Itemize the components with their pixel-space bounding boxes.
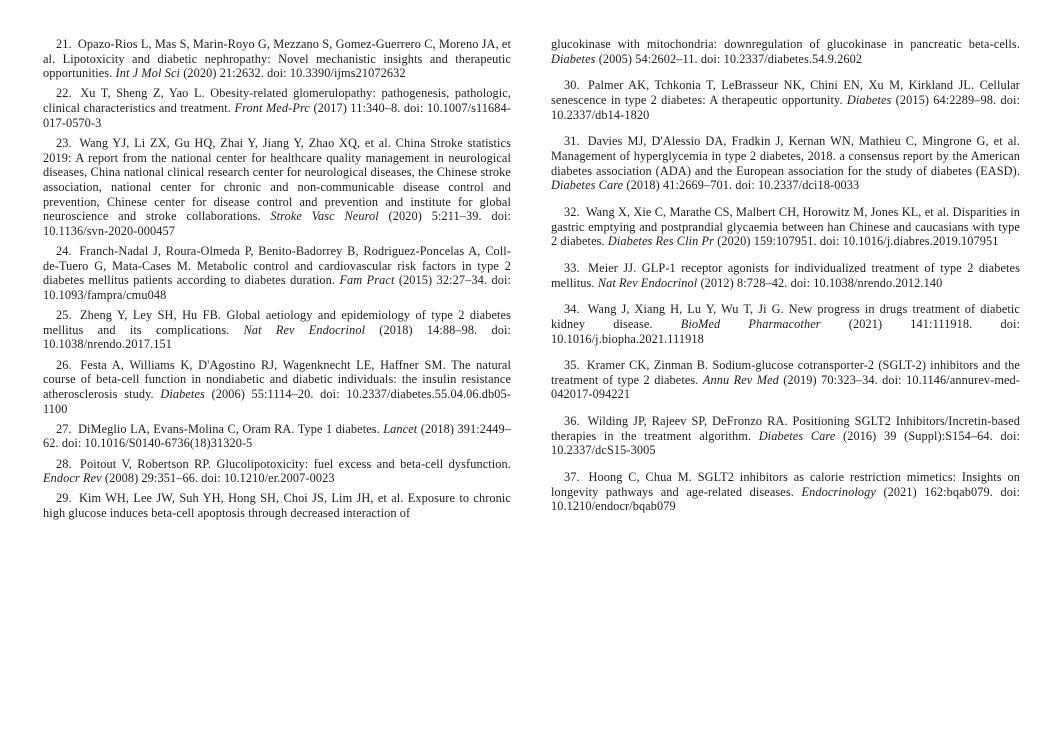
reference-item bbox=[43, 86, 511, 130]
reference-text: (2018) 41:2669–701. doi: 10.2337/dci18-0033 bbox=[623, 178, 860, 193]
reference-text: (2020) 159:107951. doi: 10.1016/j.diabres.2019.107951 bbox=[714, 234, 999, 249]
reference-text: Wilding JP, Rajeev SP, DeFronzo RA. Positioning SGLT2 Inhibitors/Incretin-based therapies in the treatment algorithm. bbox=[551, 414, 1020, 443]
reference-text: Wang X, Xie C, Marathe CS, Malbert CH, Horowitz M, Jones KL, et al. Disparities in gastric emptying and postprandial glycaemia between han Chinese and caucasians with type 2 diabetes. bbox=[551, 204, 1020, 249]
reference-text: (2016) 39 (Suppl):S154–64. doi: 10.2337/dcS15-3005 bbox=[551, 428, 1020, 458]
reference-text: (2006) 55:1114–20. doi: 10.2337/diabetes.55.04.06.db05-1100 bbox=[43, 386, 511, 416]
reference-number: 36. bbox=[564, 414, 585, 429]
journal-name: Stroke Vasc Neurol bbox=[270, 209, 379, 224]
reference-item bbox=[43, 422, 511, 451]
reference-text: DiMeglio LA, Evans-Molina C, Oram RA. Type 1 diabetes. bbox=[78, 421, 384, 436]
reference-text: Hoong C, Chua M. SGLT2 inhibitors as calorie restriction mimetics: Insights on longevity pathways and age-related diseases. bbox=[551, 470, 1020, 499]
references-columns bbox=[43, 37, 1020, 526]
journal-name: Diabetes bbox=[551, 51, 596, 66]
reference-text: (2019) 70:323–34. doi: 10.1146/annurev-med-042017-094221 bbox=[551, 372, 1020, 402]
journal-name: Endocr Rev bbox=[43, 471, 102, 486]
reference-text: (2020) 21:2632. doi: 10.3390/ijms21072632 bbox=[180, 66, 406, 81]
reference-text: Xu T, Sheng Z, Yao L. Obesity-related glomerulopathy: pathogenesis, pathologic, clinical characteristics and treatment. bbox=[43, 86, 511, 116]
reference-text: Palmer AK, Tchkonia T, LeBrasseur NK, Chini EN, Xu M, Kirkland JL. Cellular senescence in type 2 diabetes: A therapeutic opportunity. bbox=[551, 78, 1020, 107]
reference-text: (2012) 8:728–42. doi: 10.1038/nrendo.2012.140 bbox=[697, 275, 943, 290]
reference-text: Zheng Y, Ley SH, Hu FB. Global aetiology and epidemiology of type 2 diabetes mellitus and its complications. bbox=[43, 308, 511, 337]
reference-item bbox=[43, 308, 511, 352]
journal-name: Diabetes Care bbox=[758, 428, 836, 443]
reference-text: Davies MJ, D'Alessio DA, Fradkin J, Kernan WN, Mathieu C, Mingrone G, et al. Management of hyperglycemia in type 2 diabetes, 2018. a consensus report by the American diabetes association (ADA) and the European association for the study of diabetes (EASD). bbox=[551, 134, 1020, 178]
reference-continuation bbox=[551, 37, 1020, 66]
reference-text: Meier JJ. GLP-1 receptor agonists for individualized treatment of type 2 diabetes mellitus. bbox=[551, 260, 1020, 290]
reference-item bbox=[551, 414, 1020, 458]
journal-name: Fam Pract bbox=[339, 273, 395, 288]
journal-name: Lancet bbox=[383, 421, 418, 436]
reference-number: 34. bbox=[564, 302, 585, 317]
reference-number: 23. bbox=[56, 135, 77, 150]
reference-item bbox=[43, 37, 511, 81]
reference-text: Festa A, Williams K, D'Agostino RJ, Wagenknecht LE, Haffner SM. The natural course of beta-cell function in nondiabetic and diabetic individuals: the insulin resistance atherosclerosis study. bbox=[43, 357, 511, 401]
reference-text: (2018) 391:2449–62. doi: 10.1016/S0140-6736(18)31320-5 bbox=[43, 421, 511, 451]
journal-name: Int J Mol Sci bbox=[115, 66, 181, 81]
reference-number: 28. bbox=[56, 456, 78, 471]
reference-item bbox=[551, 261, 1020, 290]
reference-number: 24. bbox=[56, 244, 77, 259]
reference-text: glucokinase with mitochondria: downregulation of glucokinase in pancreatic beta-cells. bbox=[551, 37, 1020, 51]
reference-number: 35. bbox=[564, 358, 584, 373]
reference-text: (2015) 64:2289–98. doi: 10.2337/db14-1820 bbox=[551, 92, 1020, 122]
journal-name: Front Med-Prc bbox=[234, 101, 310, 116]
reference-item bbox=[551, 205, 1020, 249]
references-column-left bbox=[43, 37, 511, 526]
reference-item bbox=[43, 358, 511, 417]
reference-text: (2015) 32:27–34. doi: 10.1093/fampra/cmu048 bbox=[43, 273, 511, 302]
reference-number: 29. bbox=[56, 491, 76, 506]
reference-number: 33. bbox=[564, 260, 586, 275]
reference-number: 21. bbox=[56, 37, 75, 51]
reference-number: 22. bbox=[56, 86, 78, 101]
reference-number: 30. bbox=[564, 78, 586, 93]
reference-text: Opazo-Rios L, Mas S, Marin-Royo G, Mezzano S, Gomez-Guerrero C, Moreno JA, et al. Lipotoxicity and diabetic nephropathy: Novel mechanistic insights and therapeutic opportunities. bbox=[43, 37, 511, 81]
reference-item bbox=[551, 78, 1020, 122]
reference-text: Wang J, Xiang H, Lu Y, Wu T, Ji G. New progress in drugs treatment of diabetic kidney disease. bbox=[551, 302, 1020, 331]
reference-text: (2008) 29:351–66. doi: 10.1210/er.2007-0023 bbox=[101, 471, 335, 486]
reference-text: Kramer CK, Zinman B. Sodium-glucose cotransporter-2 (SGLT-2) inhibitors and the treatment of type 2 diabetes. bbox=[551, 358, 1020, 387]
reference-item bbox=[43, 244, 511, 303]
reference-item bbox=[551, 358, 1020, 402]
journal-name: Nat Rev Endocrinol bbox=[597, 275, 698, 290]
journal-name: Annu Rev Med bbox=[702, 372, 779, 387]
reference-item bbox=[43, 491, 511, 520]
reference-text: Franch-Nadal J, Roura-Olmeda P, Benito-Badorrey B, Rodriguez-Poncelas A, Coll-de-Tuero G, Mata-Cases M. Metabolic control and cardiovascular risk factors in type 2 diabetes mellitus patients according to diabetes duration. bbox=[43, 244, 511, 288]
reference-text: (2018) 14:88–98. doi: 10.1038/nrendo.2017.151 bbox=[43, 322, 511, 352]
reference-text: (2020) 5:211–39. doi: 10.1136/svn-2020-000457 bbox=[43, 209, 511, 238]
reference-item bbox=[43, 457, 511, 486]
journal-name: Diabetes bbox=[846, 92, 892, 107]
journal-name: BioMed Pharmacother bbox=[680, 316, 821, 331]
reference-number: 32. bbox=[564, 204, 583, 219]
reference-text: (2021) 141:111918. doi: 10.1016/j.biopha.2021.111918 bbox=[551, 316, 1020, 346]
reference-text: Kim WH, Lee JW, Suh YH, Hong SH, Choi JS, Lim JH, et al. Exposure to chronic high glucose induces beta-cell apoptosis through decreased interaction of bbox=[43, 491, 511, 521]
reference-item bbox=[551, 470, 1020, 514]
reference-number: 37. bbox=[564, 470, 586, 485]
reference-number: 27. bbox=[56, 421, 76, 436]
reference-item bbox=[43, 136, 511, 239]
reference-text: Wang YJ, Li ZX, Gu HQ, Zhai Y, Jiang Y, Zhao XQ, et al. China Stroke statistics 2019: A report from the national center for healthcare quality management in neurological diseases, China national clinical research center for neurological diseases, the Chinese stroke association, national center for chronic and non-communicable disease control and prevention, Chinese center for disease control and prevention and institute for global neuroscience and stroke collaborations. bbox=[43, 135, 511, 224]
reference-number: 26. bbox=[56, 357, 78, 372]
reference-number: 31. bbox=[564, 134, 585, 149]
journal-name: Endocrinology bbox=[801, 484, 876, 499]
journal-name: Diabetes Res Clin Pr bbox=[607, 234, 715, 249]
reference-text: (2021) 162:bqab079. doi: 10.1210/endocr/bqab079 bbox=[551, 484, 1021, 514]
reference-item bbox=[551, 134, 1020, 193]
reference-text: (2005) 54:2602–11. doi: 10.2337/diabetes.54.9.2602 bbox=[595, 51, 863, 66]
references-column-right bbox=[551, 37, 1020, 526]
reference-text: (2017) 11:340–8. doi: 10.1007/s11684-017-0570-3 bbox=[43, 101, 511, 130]
reference-number: 25. bbox=[56, 308, 78, 323]
journal-name: Nat Rev Endocrinol bbox=[243, 322, 366, 337]
journal-name: Diabetes Care bbox=[551, 178, 624, 193]
reference-item bbox=[551, 302, 1020, 346]
journal-name: Diabetes bbox=[160, 386, 205, 401]
reference-text: Poitout V, Robertson RP. Glucolipotoxicity: fuel excess and beta-cell dysfunction. bbox=[80, 456, 511, 471]
